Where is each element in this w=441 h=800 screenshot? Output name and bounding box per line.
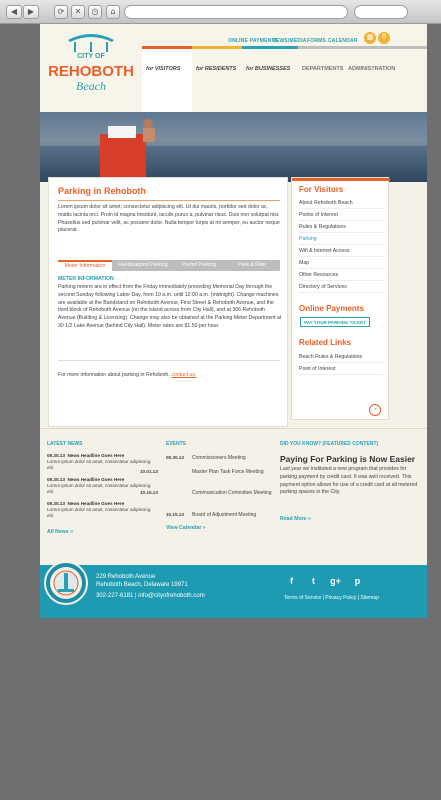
news-date: 09.30.13 bbox=[47, 501, 65, 506]
lower-section bbox=[40, 428, 427, 560]
news-summary: Lorem ipsum dolor sit amet, consectetur adipiscing elit. bbox=[47, 482, 151, 494]
intro-text: Lorem ipsum dolor sit amet, consectetur adipiscing elit. Ut dui mauris, porttitor sed dolor ac, mattis lacinia orci. Proin id magna tincidunt, iaculis purus a, pulvinar risus. Duis non volutpat nisi. Phasellus sed pulvinar velit, ac posuere dolor. Nulla tempor turpis at mi semper, eu auctor neque placerat. bbox=[58, 204, 280, 234]
more-info-text bbox=[58, 372, 196, 378]
meter-information-text: Parking meters are in effect from the Friday immediately preceding Memorial Day through the second Sunday following Labor Day, from 10 a.m. until 12:00 a.m. (midnight). Change machines are available at the Bandstand on Rehoboth Avenue, First Street & Rehoboth Avenue, and the third block of Rehoboth Avenue (on the island across from City Hall), and at 306 Rehoboth Avenue (Building & Licensing). Change may also be obtained at the Parking Meter Department at 30 1/2 Lake Avenue (behind City Hall). Meter rates are $1.50 per hour. bbox=[58, 284, 282, 329]
read-more-link[interactable]: Read More » bbox=[280, 516, 311, 522]
news-headline[interactable]: News Headline Goes Here bbox=[67, 453, 125, 458]
news-headline[interactable]: News Headline Goes Here bbox=[67, 477, 125, 482]
event-date: 09.30.13 bbox=[166, 455, 184, 460]
search-icon[interactable]: ⚲ bbox=[378, 32, 390, 44]
svg-text:Beach: Beach bbox=[76, 79, 106, 93]
website bbox=[40, 24, 427, 618]
featured-text: Last year we instituted a new program that provides for parking payment by credit card. It was well received. This payment option allows for use of a credit card at all metered parking spaces in the City. bbox=[280, 466, 418, 496]
event-name[interactable]: Master Plan Task Force Meeting bbox=[192, 469, 264, 475]
browser-toolbar bbox=[0, 0, 441, 24]
view-calendar-link[interactable]: View Calendar » bbox=[166, 525, 206, 531]
related-link-beach-rules[interactable]: Beach Rules & Regulations bbox=[299, 354, 385, 363]
calendar-link[interactable]: CALENDAR bbox=[328, 38, 358, 44]
news-headline[interactable]: News Headline Goes Here bbox=[67, 501, 125, 506]
featured-headline: Paying For Parking is Now Easier bbox=[280, 454, 416, 464]
svg-text:CITY OF: CITY OF bbox=[77, 53, 105, 60]
sidebar-item-directory[interactable]: Directory of Services bbox=[299, 284, 385, 293]
hero-image bbox=[40, 112, 427, 182]
sidebar-item-map[interactable]: Map bbox=[299, 260, 385, 269]
twitter-icon[interactable]: t bbox=[312, 576, 315, 586]
nav-for-residents[interactable]: for RESIDENTS bbox=[192, 46, 242, 112]
svg-text:REHOBOTH: REHOBOTH bbox=[48, 63, 134, 80]
nav-for-businesses[interactable]: for BUSINESSES bbox=[242, 46, 298, 112]
address-line-2: Rehoboth Beach, Delaware 19971 bbox=[96, 582, 188, 588]
event-name[interactable]: Communication Committee Meeting bbox=[192, 490, 272, 496]
browser-search-field[interactable] bbox=[354, 5, 408, 19]
sidebar-item-rules[interactable]: Rules & Regulations bbox=[299, 224, 385, 233]
sidebar bbox=[291, 177, 389, 420]
parking-tabs bbox=[58, 260, 280, 271]
event-name[interactable]: Commissioners Meeting bbox=[192, 455, 246, 461]
sidebar-item-about[interactable]: About Rehoboth Beach bbox=[299, 200, 385, 209]
main-navigation bbox=[142, 46, 427, 112]
reload-button[interactable]: ⟳ bbox=[54, 5, 68, 19]
more-info-label: For more information about parking in Rehoboth, bbox=[58, 372, 170, 378]
title-divider bbox=[58, 200, 280, 201]
event-row[interactable] bbox=[166, 512, 276, 518]
main-content bbox=[48, 177, 288, 427]
footer-address bbox=[96, 573, 188, 589]
event-date: 10.01.13 bbox=[140, 469, 158, 474]
sidebar-accent bbox=[292, 178, 390, 181]
google-plus-icon[interactable]: g+ bbox=[330, 576, 341, 586]
news-date: 09.30.13 bbox=[47, 477, 65, 482]
footer-links[interactable]: Terms of Service | Privacy Policy | Sitemap bbox=[284, 595, 379, 601]
news-date: 09.30.13 bbox=[47, 453, 65, 458]
lifeguard-stand-image bbox=[90, 112, 180, 182]
page-title: Parking in Rehoboth bbox=[58, 186, 147, 196]
site-header bbox=[40, 24, 427, 112]
contact-us-link[interactable]: contact us. bbox=[171, 372, 197, 378]
nav-administration[interactable]: ADMINISTRATION bbox=[344, 46, 427, 112]
pinterest-icon[interactable]: p bbox=[354, 576, 361, 586]
events-heading: EVENTS bbox=[166, 441, 187, 447]
facebook-icon[interactable]: f bbox=[290, 576, 293, 586]
forms-link[interactable]: FORMS bbox=[307, 38, 327, 44]
news-item[interactable] bbox=[47, 501, 157, 518]
city-logo[interactable] bbox=[46, 26, 136, 110]
event-name[interactable]: Board of Adjustment Meeting bbox=[192, 512, 257, 518]
did-you-know-heading: DID YOU KNOW? (FEATURED CONTENT) bbox=[280, 441, 379, 447]
history-button[interactable]: ◷ bbox=[88, 5, 102, 19]
meter-information-heading: METER INFORMATION bbox=[58, 276, 114, 282]
address-line-1: 229 Rehoboth Avenue bbox=[96, 574, 156, 580]
back-button[interactable]: ◀ bbox=[6, 5, 22, 19]
sidebar-item-wifi[interactable]: Wifi & Internet Access bbox=[299, 248, 385, 257]
calendar-icon[interactable]: ▦ bbox=[364, 32, 376, 44]
divider bbox=[58, 360, 280, 361]
site-footer bbox=[40, 565, 427, 618]
related-link-point-of-interest[interactable]: Point of Interest bbox=[299, 366, 385, 375]
event-row[interactable] bbox=[140, 469, 276, 475]
stop-button[interactable]: ✕ bbox=[71, 5, 85, 19]
sidebar-item-parking[interactable]: Parking bbox=[299, 236, 385, 245]
footer-contact[interactable]: 302-227-6181 | info@cityofrehoboth.com bbox=[96, 593, 205, 599]
news-summary: Lorem ipsum dolor sit amet, consectetur adipiscing elit. bbox=[47, 506, 151, 518]
city-seal-icon bbox=[44, 561, 88, 605]
event-row[interactable] bbox=[166, 455, 276, 461]
parking-badge-icon: ◔ bbox=[369, 404, 381, 416]
sidebar-item-other-resources[interactable]: Other Resources bbox=[299, 272, 385, 281]
online-payments-heading: Online Payments bbox=[299, 304, 364, 313]
nav-departments[interactable]: DEPARTMENTS bbox=[298, 46, 344, 112]
tab-handicapped-parking[interactable]: Handicapped Parking bbox=[118, 262, 168, 268]
news-summary: Lorem ipsum dolor sit amet, consectetur adipiscing elit. bbox=[47, 458, 151, 470]
related-links-heading: Related Links bbox=[299, 338, 352, 347]
forward-button[interactable]: ▶ bbox=[23, 5, 39, 19]
tab-meter-information[interactable]: Meter Information bbox=[58, 260, 112, 271]
online-payments-link[interactable]: ONLINE PAYMENTS bbox=[228, 38, 279, 44]
event-date: 10.15.13 bbox=[166, 512, 184, 517]
latest-news-heading: LATEST NEWS bbox=[47, 441, 83, 447]
news-item[interactable] bbox=[47, 453, 157, 470]
nav-for-visitors[interactable]: for VISITORS bbox=[142, 46, 192, 112]
event-row[interactable] bbox=[140, 490, 276, 496]
sidebar-item-points-of-interest[interactable]: Points of Interest bbox=[299, 212, 385, 221]
news-media-link[interactable]: NEWS/MEDIA bbox=[272, 38, 307, 44]
sidebar-visitors-heading: For Visitors bbox=[299, 185, 344, 194]
address-bar[interactable] bbox=[124, 5, 348, 19]
event-date: 10.15.13 bbox=[140, 490, 158, 495]
tab-park-and-ride[interactable]: Park & Ride bbox=[238, 262, 266, 268]
tab-permit-parking[interactable]: Permit Parking bbox=[181, 262, 217, 268]
pay-parking-ticket-button[interactable]: PAY YOUR PARKING TICKET bbox=[300, 317, 370, 327]
home-button[interactable]: ⌂ bbox=[106, 5, 120, 19]
all-news-link[interactable]: All News » bbox=[47, 529, 73, 535]
